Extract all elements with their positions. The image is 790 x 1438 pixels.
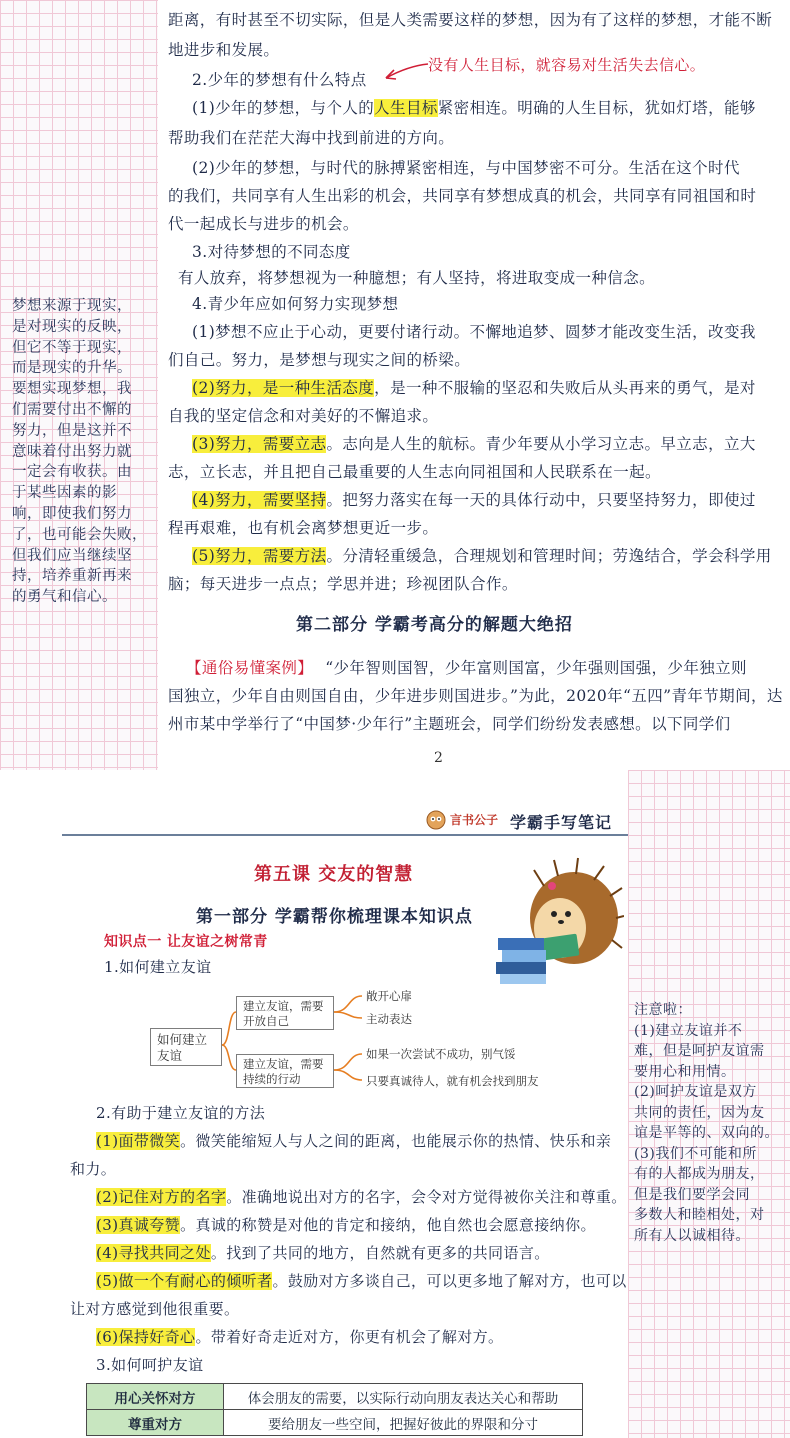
highlight: (5)努力，需要方法 [192, 547, 327, 565]
text: 。准确地说出对方的名字，会令对方觉得被你关注和尊重。 [226, 1188, 627, 1206]
annotation-note: 没有人生目标，就容易对生活失去信心。 [428, 56, 706, 74]
note-line: 但我们应当继续坚 [12, 547, 132, 564]
method-4 [96, 1242, 550, 1263]
text: 。真诚的称赞是对他的肯定和接纳，他自然也会愿意接纳你。 [180, 1216, 596, 1234]
text-line: 自我的坚定信念和对美好的不懈追求。 [168, 407, 439, 425]
text-line: 志，立长志，并且把自己最重要的人生志向同祖国和人民联系在一起。 [168, 463, 661, 481]
highlight: (1)面带微笑 [96, 1132, 181, 1150]
text: (1)少年的梦想，与个人的 [192, 99, 375, 117]
text: 。志向是人生的航标。青少年要从小学习立志。早立志，立大 [326, 435, 756, 453]
text-line: 和力。 [70, 1160, 117, 1178]
note-line: 但是我们要学会同 [634, 1186, 750, 1203]
side-note [634, 1000, 779, 1246]
text: 。分清轻重缓急，合理规划和管理时间；劳逸结合，学会科学用 [326, 547, 772, 565]
note-line: 但它不等于现实， [12, 339, 132, 356]
text-line: 脑；每天进步一点点；学思并进；珍视团队合作。 [168, 575, 518, 593]
text: “少年智则国智，少年富则国富，少年强则国强，少年独立则 [325, 659, 747, 677]
text-line: 帮助我们在茫茫大海中找到前进的方向。 [168, 129, 455, 147]
method-5 [96, 1270, 627, 1291]
mindmap-leaf: 主动表达 [366, 1014, 412, 1026]
highlight: (5)做一个有耐心的倾听者 [96, 1272, 273, 1290]
method-1 [96, 1130, 611, 1151]
q4-title: 4.青少年应如何努力实现梦想 [192, 295, 399, 313]
note-line: 于某些因素的影 [12, 485, 117, 502]
text-line: 国独立，少年自由则国自由，少年进步则国进步。”为此，2020年“五四”青年节期间，达 [168, 687, 783, 705]
text: 。把努力落实在每一天的具体行动中，只要坚持努力，即使过 [326, 491, 756, 509]
note-line: (3)我们不可能和所 [634, 1145, 757, 1162]
h3: 3.如何呵护友谊 [96, 1356, 204, 1374]
mindmap-leaf: 如果一次尝试不成功，别气馁 [366, 1049, 516, 1061]
method-6 [96, 1326, 503, 1347]
method-2 [96, 1186, 627, 1207]
text-line: 的我们，共同享有人生出彩的机会，共同享有梦想成真的机会，共同享有同祖国和时 [168, 187, 757, 205]
text: ，是一种不服输的坚忍和失败后从头再来的勇气，是对 [374, 379, 756, 397]
text-line: 让对方感觉到他很重要。 [70, 1300, 240, 1318]
mindmap-leaf: 敞开心扉 [366, 991, 412, 1003]
text-line: 地进步和发展。 [168, 41, 280, 59]
q3-title: 3.对待梦想的不同态度 [192, 243, 351, 261]
table-value: 要给朋友一些空间，把握好彼此的界限和分寸 [224, 1410, 583, 1436]
case-tag: 【通俗易懂案例】 [186, 659, 314, 677]
mindmap-branch: 建立友谊，需要持续的行动 [236, 1054, 334, 1088]
point-2: (2)少年的梦想，与时代的脉搏紧密相连，与中国梦密不可分。生活在这个时代 [192, 159, 740, 177]
text-line: 代一起成长与进步的机会。 [168, 215, 359, 233]
note-line: 注意啦： [634, 1002, 692, 1018]
q2-title: 2.少年的梦想有什么特点 [192, 71, 367, 89]
highlight: (4)努力，需要坚持 [192, 491, 327, 509]
mindmap-branch: 建立友谊，需要开放自己 [236, 996, 334, 1030]
note-line: 持，培养重新再来 [12, 568, 132, 585]
text-line: 程再艰难，也有机会离梦想更近一步。 [168, 519, 439, 537]
table-key: 尊重对方 [87, 1410, 224, 1436]
table-row [87, 1384, 583, 1410]
page-number: 2 [434, 750, 443, 766]
knowledge-point: 知识点一 让友谊之树常青 [104, 934, 268, 950]
note-line: 一定会有收获。由 [12, 464, 132, 481]
note-line: 所有人以诚相待。 [634, 1227, 750, 1244]
highlight: (3)努力，需要立志 [192, 435, 327, 453]
note-line: 有的人都成为朋友， [634, 1166, 765, 1182]
text: 。鼓励对方多谈自己，可以更多地了解对方，也可以 [272, 1272, 627, 1290]
note-line: 多数人和睦相处，对 [634, 1207, 765, 1223]
note-line: 共同的责任，因为友 [634, 1104, 765, 1121]
note-line: 而是现实的升华。 [12, 360, 132, 377]
header-title: 学霸手写笔记 [510, 813, 613, 832]
mindmap-leaf: 只要真诚待人，就有机会找到朋友 [366, 1076, 539, 1088]
lesson-title: 第五课 交友的智慧 [254, 864, 414, 885]
note-line: 们需要付出不懈的 [12, 401, 132, 418]
highlight: (2)努力，是一种生活态度 [192, 379, 375, 397]
highlight: (4)寻找共同之处 [96, 1244, 211, 1262]
table-row [87, 1410, 583, 1436]
h1: 1.如何建立友谊 [104, 958, 212, 976]
note-line: 的勇气和信心。 [12, 589, 117, 606]
h2: 2.有助于建立友谊的方法 [96, 1104, 266, 1122]
note-line: 要想实现梦想，我 [12, 381, 132, 398]
note-line: 意味着付出努力就 [12, 443, 132, 460]
note-line: 梦想来源于现实， [12, 298, 132, 314]
highlight: 人生目标 [374, 99, 438, 117]
text-line: (1)梦想不应止于心动，更要付诸行动。不懈地追梦、圆梦才能改变生活，改变我 [192, 323, 756, 341]
text: 紧密相连。明确的人生目标，犹如灯塔，能够 [437, 99, 756, 117]
text: 。找到了共同的地方，自然就有更多的共同语言。 [210, 1244, 550, 1262]
highlight: (3)真诚夸赞 [96, 1216, 181, 1234]
text-line: 州市某中学举行了“中国梦·少年行”主题班会，同学们纷纷发表感想。以下同学们 [168, 715, 731, 733]
note-line: (1)建立友谊并不 [634, 1022, 743, 1039]
note-line: (2)呵护友谊是双方 [634, 1084, 757, 1100]
note-line: 是对现实的反映， [12, 318, 132, 335]
note-line: 响，即使我们努力 [12, 505, 132, 522]
text-line: 距离，有时甚至不切实际，但是人类需要这样的梦想，因为有了这样的梦想，才能不断 [168, 11, 773, 29]
logo-text: 言书公子 [450, 812, 499, 827]
text: 。带着好奇走近对方，你更有机会了解对方。 [195, 1328, 504, 1346]
text-line: 们自己。努力，是梦想与现实之间的桥梁。 [168, 351, 471, 369]
highlight: (2)记住对方的名字 [96, 1188, 227, 1206]
care-table [86, 1383, 583, 1436]
note-line: 要用心和用情。 [634, 1063, 736, 1080]
note-line: 努力，但是这并不 [12, 422, 132, 439]
text-line: 有人放弃，将梦想视为一种臆想；有人坚持，将进取变成一种信念。 [178, 269, 656, 287]
part-title: 第一部分 学霸帮你梳理课本知识点 [196, 907, 473, 927]
text: 。微笑能缩短人与人之间的距离，也能展示你的热情、快乐和亲 [180, 1132, 612, 1150]
table-key: 用心关怀对方 [87, 1384, 224, 1410]
note-line: 难，但是呵护友谊需 [634, 1043, 765, 1059]
table-value: 体会朋友的需要，以实际行动向朋友表达关心和帮助 [224, 1384, 583, 1410]
section-heading: 第二部分 学霸考高分的解题大绝招 [296, 615, 573, 635]
note-line: 了，也可能会失败， [12, 526, 147, 543]
method-3 [96, 1214, 596, 1235]
highlight: (6)保持好奇心 [96, 1328, 196, 1346]
mindmap-root: 如何建立友谊 [150, 1028, 222, 1066]
note-line: 谊是平等的、双向的。 [634, 1125, 779, 1141]
